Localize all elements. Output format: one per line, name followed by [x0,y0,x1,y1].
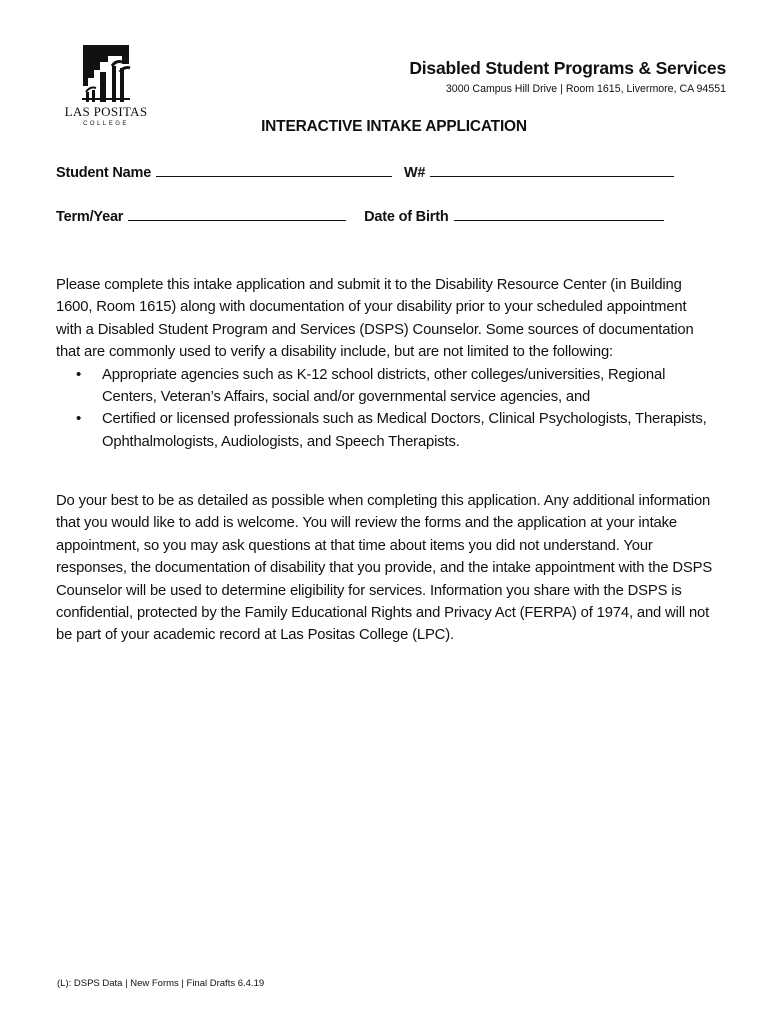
list-item: • Certified or licensed professionals such as Medical Doctors, Clinical Psychologists, Therapists, Ophthalmologists, Audiologists, and Speech Therapists. [56,408,716,453]
date-of-birth-field[interactable] [364,208,663,225]
form-row-term [56,208,664,225]
intro-section [56,274,716,453]
term-year-line[interactable] [128,208,346,221]
term-year-field[interactable] [56,208,346,225]
date-of-birth-label: Date of Birth [364,209,449,225]
w-number-field[interactable] [404,164,674,181]
logo-wordmark: LAS POSITAS [64,104,148,119]
document-title: INTERACTIVE INTAKE APPLICATION [261,118,527,135]
footer-note: (L): DSPS Data | New Forms | Final Drafts 6.4.19 [57,978,265,989]
date-of-birth-line[interactable] [454,208,664,221]
form-row-name [56,164,674,181]
intro-paragraph: Please complete this intake application and submit it to the Disability Resource Center (in Building 1600, Room 1615) along with documentation of your disability prior to your scheduled appointment with a Disabled Student Program and Services (DSPS) Counselor. Some sources of documentation that are commonly used to verify a disability include, but are not limited to the following: [56,277,694,361]
list-item: • Appropriate agencies such as K-12 school districts, other colleges/universities, Regional Centers, Veteran’s Affairs, social and/or governmental service agencies, and [56,364,716,409]
instructions-paragraph: Do your best to be as detailed as possible when completing this application. Any additional information that you would like to add is welcome. You will review the forms and the application at your intake appointment, so you may ask questions at that time about items you did not understand. Your responses, the documentation of disability that you provide, and the intake appointment with the DSPS Counselor will be used to determine eligibility for services. Information you share with the DSPS is confidential, protected by the Family Educational Rights and Privacy Act (FERPA) of 1974, and will not be part of your academic record at Las Positas College (LPC). [56,493,713,644]
instructions-section [56,490,716,647]
w-number-label: W# [403,165,426,181]
logo-subtitle: COLLEGE [83,121,129,127]
documentation-sources-list [56,364,716,454]
student-name-field[interactable] [56,164,392,181]
w-number-line[interactable] [430,164,674,177]
student-name-line[interactable] [156,164,392,177]
org-name: Disabled Student Programs & Services [409,58,726,78]
org-address: 3000 Campus Hill Drive | Room 1615, Livermore, CA 94551 [445,83,726,95]
student-name-label: Student Name [56,165,152,181]
term-year-label: Term/Year [56,209,124,225]
